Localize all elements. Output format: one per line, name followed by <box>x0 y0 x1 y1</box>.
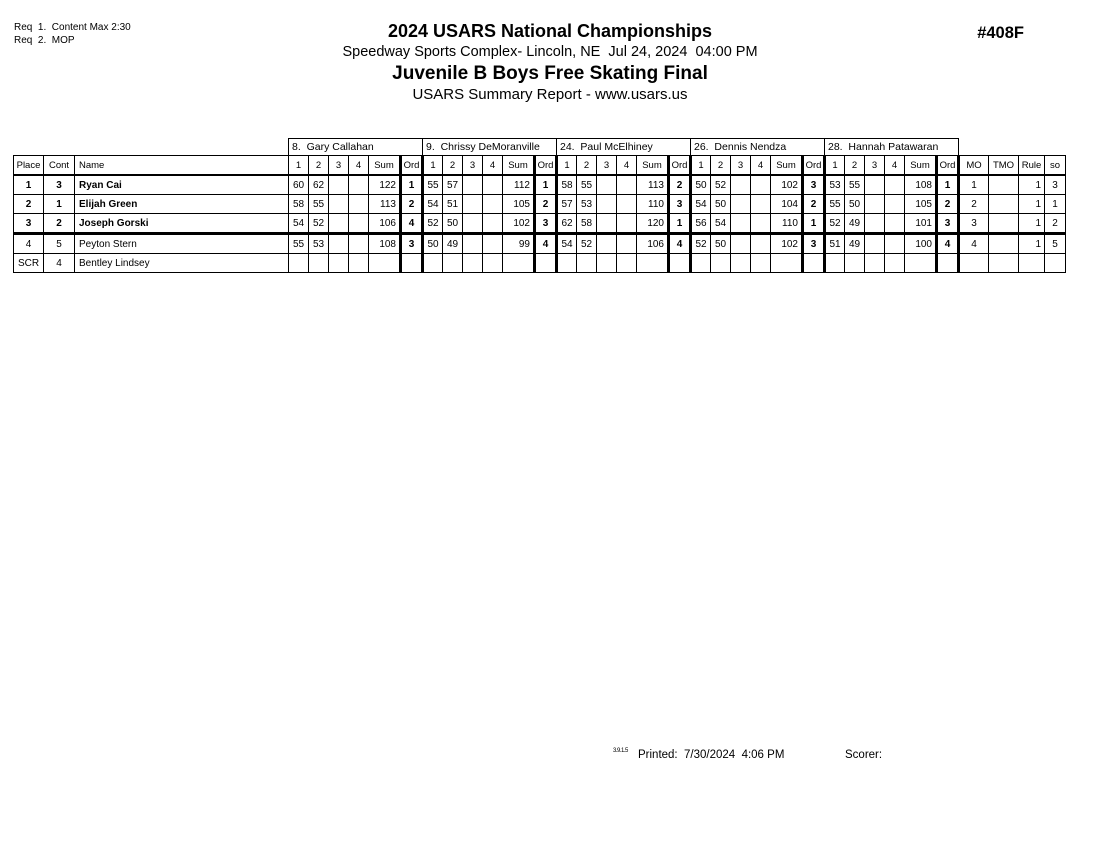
sum-cell: 120 <box>637 214 669 234</box>
score-cell: 51 <box>443 195 463 214</box>
mo-cell <box>959 254 989 273</box>
score-cell <box>349 175 369 195</box>
cont-cell: 1 <box>44 195 75 214</box>
name-cell: Elijah Green <box>75 195 289 214</box>
col-header-j5-4: 4 <box>885 156 905 176</box>
ord-cell: 2 <box>937 195 959 214</box>
tmo-cell <box>989 214 1019 234</box>
so-cell: 2 <box>1045 214 1066 234</box>
header-corner-right <box>959 139 1066 156</box>
score-cell: 55 <box>577 175 597 195</box>
col-header-j2-sum: Sum <box>503 156 535 176</box>
report-header <box>0 21 1100 105</box>
requirement-line-1: Req 1. Content Max 2:30 <box>14 22 131 33</box>
score-cell: 55 <box>423 175 443 195</box>
score-cell <box>865 214 885 234</box>
score-cell <box>885 175 905 195</box>
sum-cell: 108 <box>369 234 401 254</box>
ord-cell: 1 <box>401 175 423 195</box>
score-cell <box>423 254 443 273</box>
score-cell: 58 <box>289 195 309 214</box>
score-cell: 50 <box>691 175 711 195</box>
rule-cell: 1 <box>1019 214 1045 234</box>
sum-cell: 102 <box>771 175 803 195</box>
score-cell <box>349 254 369 273</box>
score-cell: 49 <box>845 214 865 234</box>
results-body <box>14 175 1066 273</box>
judge-header-4: 26. Dennis Nendza <box>691 139 825 156</box>
name-cell: Bentley Lindsey <box>75 254 289 273</box>
score-cell <box>617 254 637 273</box>
table-row <box>14 214 1066 234</box>
col-header-name: Name <box>75 156 289 176</box>
col-header-j4-sum: Sum <box>771 156 803 176</box>
place-cell: 1 <box>14 175 44 195</box>
score-cell <box>845 254 865 273</box>
table-row <box>14 254 1066 273</box>
sum-cell <box>637 254 669 273</box>
so-cell: 5 <box>1045 234 1066 254</box>
score-cell <box>483 214 503 234</box>
col-header-j1-sum: Sum <box>369 156 401 176</box>
score-cell <box>557 254 577 273</box>
score-cell: 53 <box>309 234 329 254</box>
score-cell <box>751 254 771 273</box>
software-version: 3.9.1.5 <box>613 748 628 754</box>
score-cell: 52 <box>711 175 731 195</box>
score-cell: 55 <box>309 195 329 214</box>
ord-cell: 1 <box>803 214 825 234</box>
score-cell <box>885 254 905 273</box>
score-cell <box>711 254 731 273</box>
sum-cell: 106 <box>369 214 401 234</box>
score-cell <box>597 214 617 234</box>
col-header-j2-3: 3 <box>463 156 483 176</box>
score-cell <box>483 234 503 254</box>
col-header-j1-ord: Ord <box>401 156 423 176</box>
ord-cell: 1 <box>535 175 557 195</box>
col-header-j5-sum: Sum <box>905 156 937 176</box>
score-cell <box>865 234 885 254</box>
score-cell: 50 <box>711 195 731 214</box>
score-cell <box>329 254 349 273</box>
score-cell: 51 <box>825 234 845 254</box>
ord-cell: 3 <box>535 214 557 234</box>
ord-cell <box>937 254 959 273</box>
ord-cell: 4 <box>669 234 691 254</box>
col-header-cont: Cont <box>44 156 75 176</box>
score-cell <box>597 175 617 195</box>
sum-cell: 110 <box>637 195 669 214</box>
sum-cell: 106 <box>637 234 669 254</box>
header-corner-left <box>14 139 289 156</box>
col-header-j1-4: 4 <box>349 156 369 176</box>
sum-cell: 108 <box>905 175 937 195</box>
sum-cell: 112 <box>503 175 535 195</box>
mo-cell: 3 <box>959 214 989 234</box>
col-header-place: Place <box>14 156 44 176</box>
rule-cell: 1 <box>1019 234 1045 254</box>
score-cell <box>577 254 597 273</box>
judges-header-row <box>14 139 1066 156</box>
score-cell: 57 <box>443 175 463 195</box>
ord-cell <box>401 254 423 273</box>
name-cell: Ryan Cai <box>75 175 289 195</box>
col-header-j2-ord: Ord <box>535 156 557 176</box>
score-cell <box>329 234 349 254</box>
place-cell: 4 <box>14 234 44 254</box>
score-cell: 54 <box>691 195 711 214</box>
venue-datetime: Speedway Sports Complex- Lincoln, NE Jul 24, 2024 04:00 PM <box>342 44 758 60</box>
col-header-j1-2: 2 <box>309 156 329 176</box>
cont-cell: 4 <box>44 254 75 273</box>
score-cell: 57 <box>557 195 577 214</box>
event-number: #408F <box>977 24 1024 42</box>
score-cell: 52 <box>691 234 711 254</box>
col-header-rule: Rule <box>1019 156 1045 176</box>
so-cell: 1 <box>1045 195 1066 214</box>
printed-timestamp: Printed: 7/30/2024 4:06 PM <box>638 749 785 761</box>
score-cell <box>309 254 329 273</box>
col-header-j5-3: 3 <box>865 156 885 176</box>
sum-cell: 113 <box>369 195 401 214</box>
score-cell <box>731 254 751 273</box>
score-cell <box>329 214 349 234</box>
col-header-tmo: TMO <box>989 156 1019 176</box>
ord-cell: 2 <box>401 195 423 214</box>
so-cell: 3 <box>1045 175 1066 195</box>
requirement-line-2: Req 2. MOP <box>14 34 75 46</box>
score-cell: 62 <box>309 175 329 195</box>
sum-cell <box>905 254 937 273</box>
sum-cell: 100 <box>905 234 937 254</box>
sum-cell <box>771 254 803 273</box>
score-cell: 53 <box>577 195 597 214</box>
judge-header-1: 8. Gary Callahan <box>289 139 423 156</box>
score-cell <box>463 195 483 214</box>
score-cell <box>751 175 771 195</box>
score-cell <box>349 214 369 234</box>
col-header-j3-1: 1 <box>557 156 577 176</box>
tmo-cell <box>989 234 1019 254</box>
judge-header-3: 24. Paul McElhiney <box>557 139 691 156</box>
score-cell: 52 <box>825 214 845 234</box>
mo-cell: 1 <box>959 175 989 195</box>
cont-cell: 5 <box>44 234 75 254</box>
ord-cell: 2 <box>669 175 691 195</box>
sum-cell: 122 <box>369 175 401 195</box>
col-header-j3-2: 2 <box>577 156 597 176</box>
results-table-wrap <box>13 138 1066 273</box>
score-cell <box>865 195 885 214</box>
ord-cell: 2 <box>803 195 825 214</box>
score-cell <box>691 254 711 273</box>
so-cell <box>1045 254 1066 273</box>
score-cell: 54 <box>423 195 443 214</box>
col-header-j1-3: 3 <box>329 156 349 176</box>
score-cell: 54 <box>711 214 731 234</box>
col-header-j4-2: 2 <box>711 156 731 176</box>
score-cell: 50 <box>423 234 443 254</box>
place-cell: 2 <box>14 195 44 214</box>
score-cell: 52 <box>577 234 597 254</box>
ord-cell: 4 <box>401 214 423 234</box>
score-cell <box>463 214 483 234</box>
score-cell: 50 <box>711 234 731 254</box>
score-cell <box>617 234 637 254</box>
score-cell <box>597 234 617 254</box>
judge-header-5: 28. Hannah Patawaran <box>825 139 959 156</box>
sum-cell: 105 <box>905 195 937 214</box>
score-cell <box>617 214 637 234</box>
tmo-cell <box>989 254 1019 273</box>
col-header-j4-1: 1 <box>691 156 711 176</box>
table-row <box>14 175 1066 195</box>
score-cell <box>825 254 845 273</box>
mo-cell: 4 <box>959 234 989 254</box>
score-cell <box>483 254 503 273</box>
score-cell <box>443 254 463 273</box>
col-header-j3-ord: Ord <box>669 156 691 176</box>
place-cell: 3 <box>14 214 44 234</box>
mo-cell: 2 <box>959 195 989 214</box>
score-cell: 54 <box>289 214 309 234</box>
score-cell: 56 <box>691 214 711 234</box>
col-header-j5-2: 2 <box>845 156 865 176</box>
column-header-row <box>14 156 1066 176</box>
col-header-j4-4: 4 <box>751 156 771 176</box>
ord-cell <box>535 254 557 273</box>
col-header-mo: MO <box>959 156 989 176</box>
score-cell <box>865 175 885 195</box>
scorer-label: Scorer: <box>845 749 883 761</box>
score-cell: 58 <box>557 175 577 195</box>
ord-cell: 4 <box>535 234 557 254</box>
ord-cell: 2 <box>535 195 557 214</box>
ord-cell: 3 <box>937 214 959 234</box>
results-table <box>13 138 1066 273</box>
sum-cell <box>369 254 401 273</box>
score-cell: 60 <box>289 175 309 195</box>
report-title: USARS Summary Report - www.usars.us <box>412 86 688 103</box>
score-cell <box>463 254 483 273</box>
score-cell <box>329 175 349 195</box>
table-row <box>14 195 1066 214</box>
col-header-j2-4: 4 <box>483 156 503 176</box>
score-cell <box>483 195 503 214</box>
score-cell <box>597 195 617 214</box>
score-cell <box>329 195 349 214</box>
sum-cell <box>503 254 535 273</box>
col-header-j5-ord: Ord <box>937 156 959 176</box>
table-row <box>14 234 1066 254</box>
score-cell <box>885 234 905 254</box>
ord-cell <box>803 254 825 273</box>
score-cell <box>865 254 885 273</box>
score-cell <box>597 254 617 273</box>
judge-header-2: 9. Chrissy DeMoranville <box>423 139 557 156</box>
score-cell: 49 <box>443 234 463 254</box>
score-cell: 55 <box>845 175 865 195</box>
name-cell: Peyton Stern <box>75 234 289 254</box>
score-cell: 54 <box>557 234 577 254</box>
score-cell <box>463 175 483 195</box>
col-header-j5-1: 1 <box>825 156 845 176</box>
score-cell <box>617 175 637 195</box>
score-cell: 58 <box>577 214 597 234</box>
score-cell <box>289 254 309 273</box>
score-cell <box>885 214 905 234</box>
col-header-j2-1: 1 <box>423 156 443 176</box>
score-cell <box>483 175 503 195</box>
col-header-j1-1: 1 <box>289 156 309 176</box>
score-cell <box>731 234 751 254</box>
col-header-j4-ord: Ord <box>803 156 825 176</box>
score-cell: 53 <box>825 175 845 195</box>
cont-cell: 2 <box>44 214 75 234</box>
sum-cell: 101 <box>905 214 937 234</box>
col-header-j4-3: 3 <box>731 156 751 176</box>
tmo-cell <box>989 175 1019 195</box>
score-cell <box>349 234 369 254</box>
sum-cell: 105 <box>503 195 535 214</box>
ord-cell: 1 <box>937 175 959 195</box>
score-cell <box>885 195 905 214</box>
ord-cell: 3 <box>803 175 825 195</box>
score-cell: 52 <box>309 214 329 234</box>
col-header-j2-2: 2 <box>443 156 463 176</box>
sum-cell: 110 <box>771 214 803 234</box>
col-header-so: so <box>1045 156 1066 176</box>
championship-title: 2024 USARS National Championships <box>387 21 713 41</box>
score-cell <box>617 195 637 214</box>
col-header-j3-sum: Sum <box>637 156 669 176</box>
ord-cell: 3 <box>803 234 825 254</box>
score-cell: 62 <box>557 214 577 234</box>
sum-cell: 102 <box>503 214 535 234</box>
name-cell: Joseph Gorski <box>75 214 289 234</box>
event-title: Juvenile B Boys Free Skating Final <box>392 63 708 84</box>
ord-cell <box>669 254 691 273</box>
score-cell: 49 <box>845 234 865 254</box>
score-cell <box>731 195 751 214</box>
score-cell <box>751 234 771 254</box>
score-cell <box>751 214 771 234</box>
score-cell <box>731 175 751 195</box>
rule-cell: 1 <box>1019 195 1045 214</box>
col-header-j3-4: 4 <box>617 156 637 176</box>
score-cell <box>751 195 771 214</box>
ord-cell: 1 <box>669 214 691 234</box>
place-cell: SCR <box>14 254 44 273</box>
tmo-cell <box>989 195 1019 214</box>
rule-cell <box>1019 254 1045 273</box>
sum-cell: 99 <box>503 234 535 254</box>
ord-cell: 3 <box>401 234 423 254</box>
cont-cell: 3 <box>44 175 75 195</box>
ord-cell: 3 <box>669 195 691 214</box>
score-cell: 55 <box>289 234 309 254</box>
score-cell <box>731 214 751 234</box>
score-cell <box>463 234 483 254</box>
score-cell: 55 <box>825 195 845 214</box>
score-cell: 50 <box>443 214 463 234</box>
sum-cell: 104 <box>771 195 803 214</box>
rule-cell: 1 <box>1019 175 1045 195</box>
score-cell: 50 <box>845 195 865 214</box>
score-cell: 52 <box>423 214 443 234</box>
score-cell <box>349 195 369 214</box>
col-header-j3-3: 3 <box>597 156 617 176</box>
ord-cell: 4 <box>937 234 959 254</box>
sum-cell: 102 <box>771 234 803 254</box>
sum-cell: 113 <box>637 175 669 195</box>
